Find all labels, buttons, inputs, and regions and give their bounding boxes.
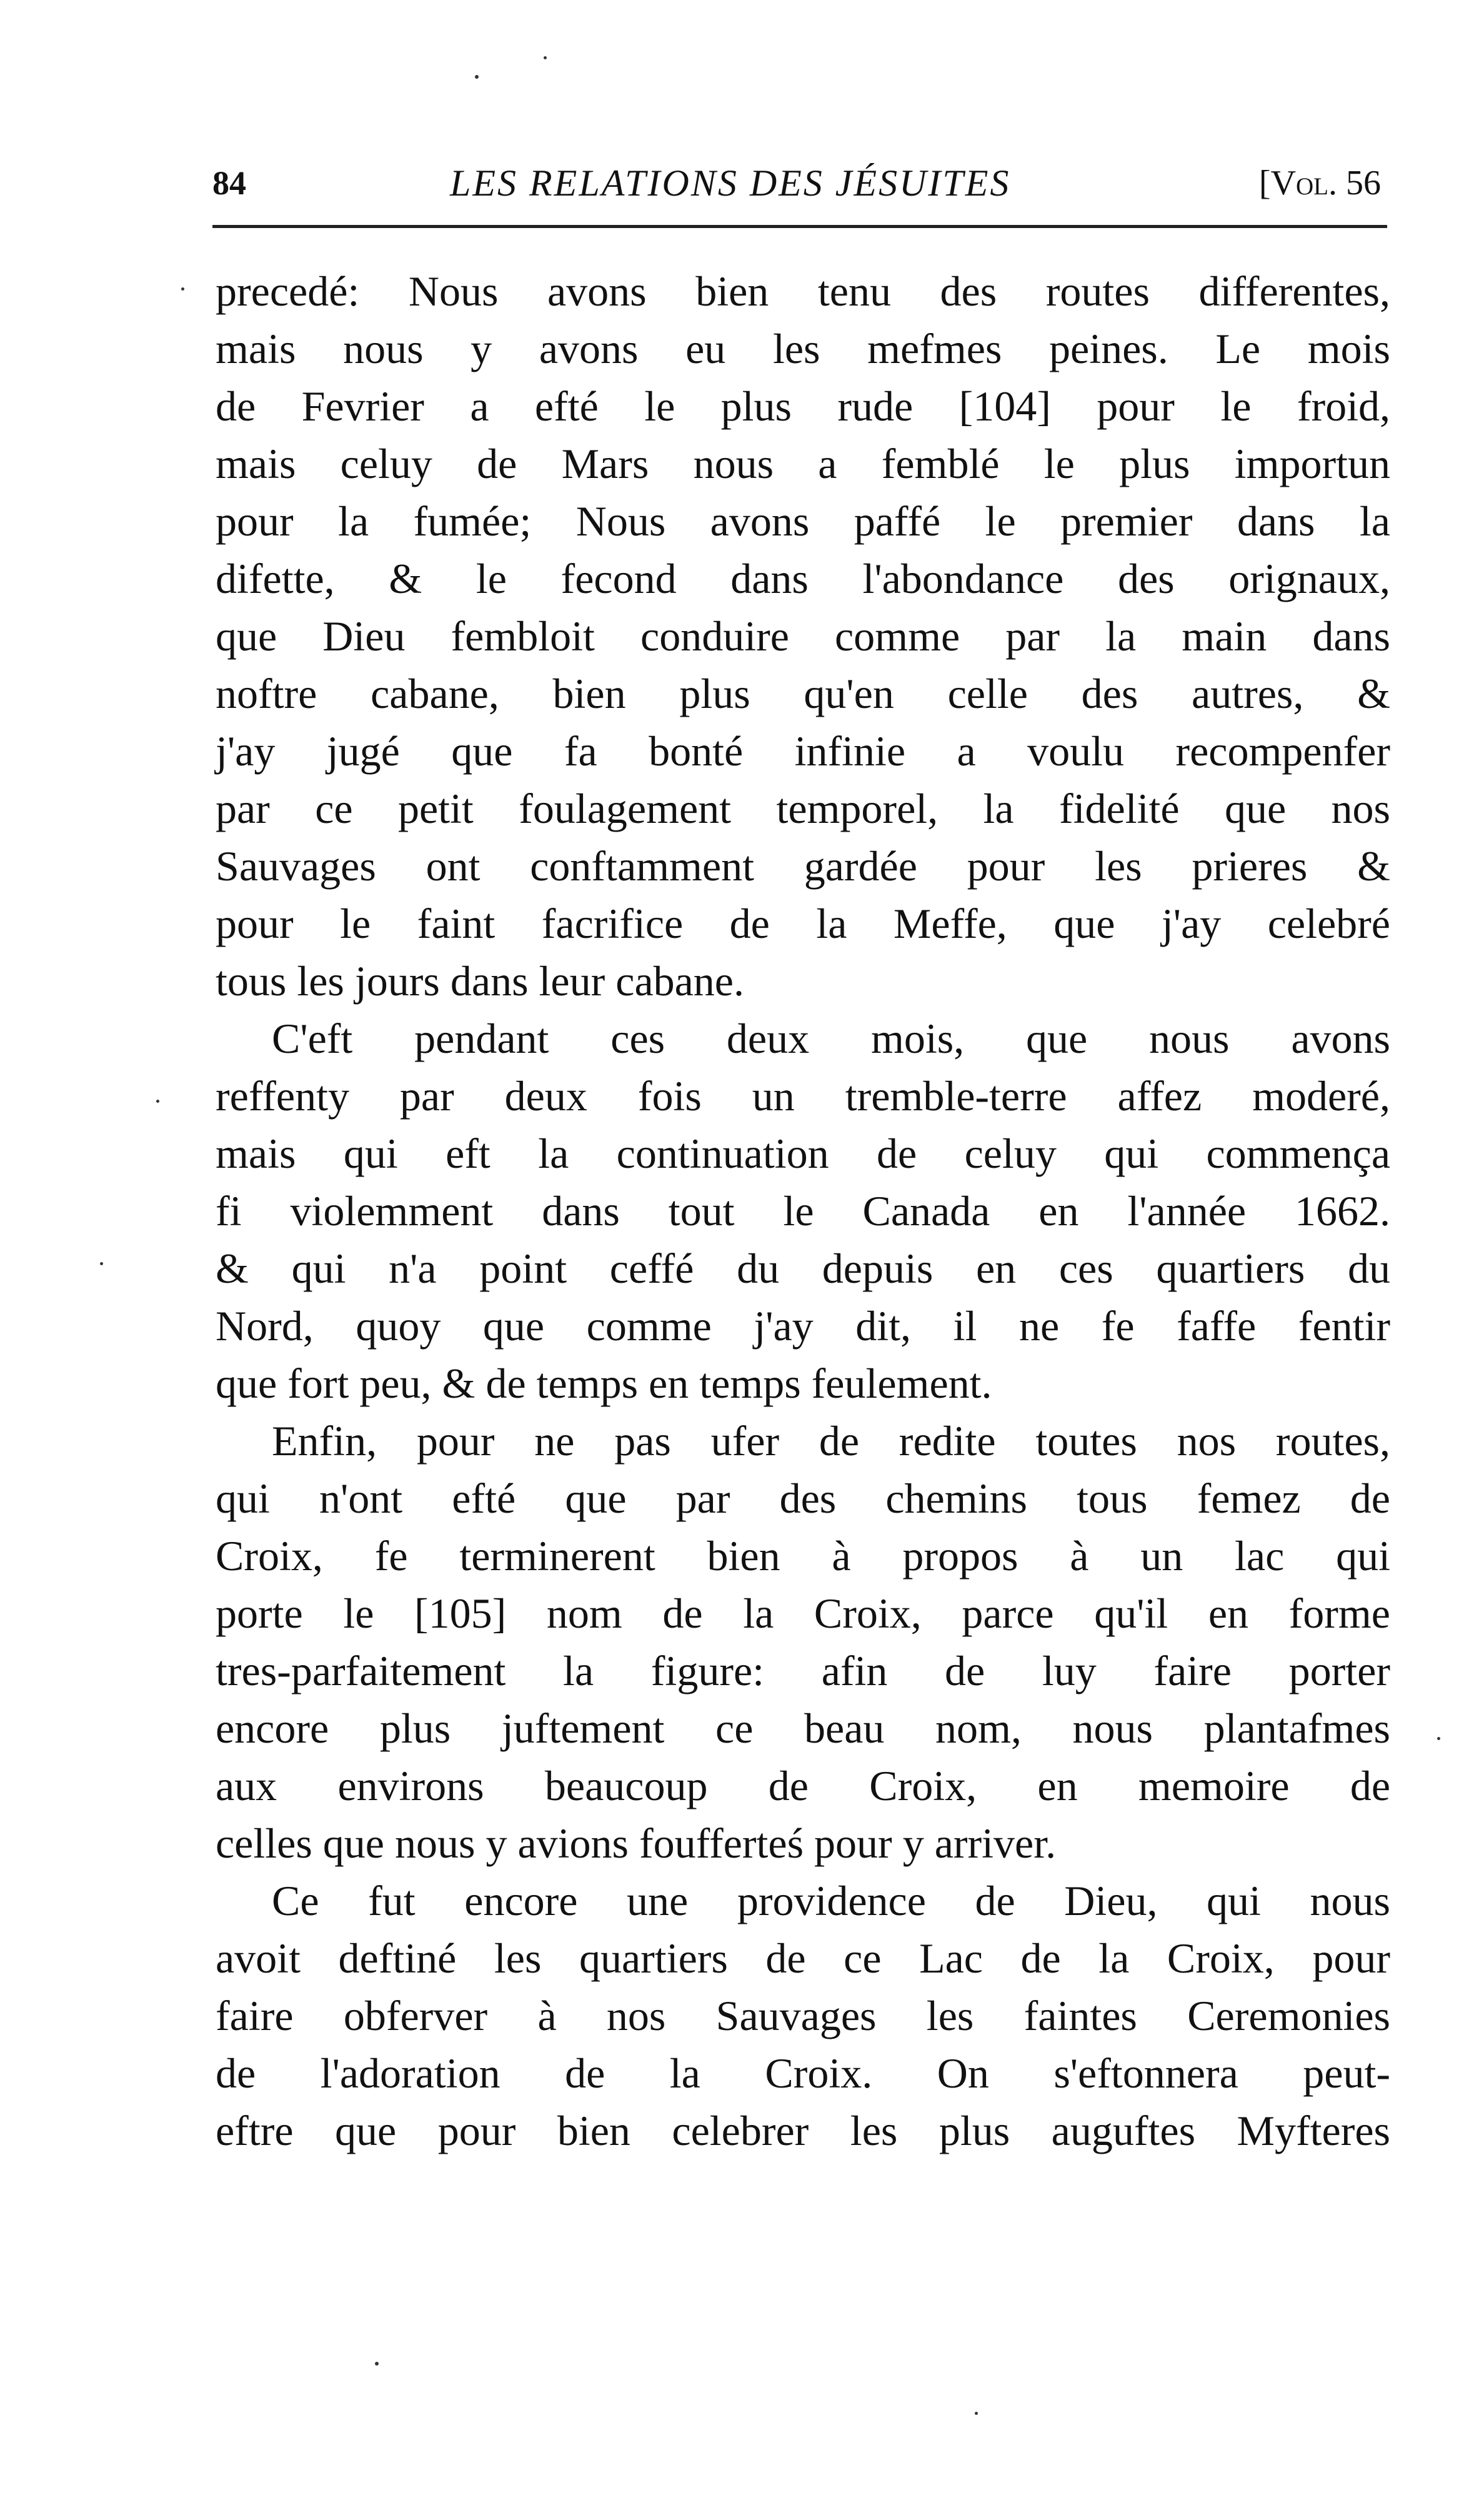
text-line: Ce fut encore une providence de Dieu, qui nous bbox=[272, 1877, 1390, 1924]
body-text bbox=[216, 262, 1390, 2159]
text-line: reffenty par deux fois un tremble-terre affez moderé, bbox=[216, 1072, 1390, 1120]
text-line: & qui n'a point ceffé du depuis en ces quartiers du bbox=[216, 1245, 1390, 1292]
text-line: par ce petit foulagement temporel, la fidelité que nos bbox=[216, 785, 1390, 832]
header-title: LES RELATIONS DES JÉSUITES bbox=[450, 162, 1011, 204]
scan-speck bbox=[544, 56, 547, 59]
text-line: de Fevrier a efté le plus rude [104] pour le froid, bbox=[216, 382, 1390, 430]
text-line: qui n'ont efté que par des chemins tous femez de bbox=[216, 1475, 1390, 1522]
volume-label: [Vol. 56 bbox=[1258, 164, 1381, 202]
text-line: encore plus juftement ce beau nom, nous plantafmes bbox=[216, 1704, 1390, 1752]
scan-speck bbox=[181, 287, 184, 291]
text-line: tous les jours dans leur cabane. bbox=[216, 957, 744, 1005]
text-line: mais celuy de Mars nous a femblé le plus importun bbox=[216, 440, 1390, 487]
text-line: difette, & le fecond dans l'abondance des orignaux, bbox=[216, 555, 1390, 602]
text-line: fi violemment dans tout le Canada en l'année 1662. bbox=[216, 1187, 1390, 1235]
text-line: de l'adoration de la Croix. On s'eftonnera peut- bbox=[216, 2049, 1390, 2097]
text-line: precedé: Nous avons bien tenu des routes differentes, bbox=[216, 267, 1390, 315]
text-line: porte le [105] nom de la Croix, parce qu'il en forme bbox=[216, 1590, 1390, 1637]
header-rule bbox=[212, 225, 1387, 228]
scan-speck bbox=[475, 75, 479, 79]
text-line: noftre cabane, bien plus qu'en celle des autres, & bbox=[216, 670, 1390, 717]
text-line: que fort peu, & de temps en temps feulement. bbox=[216, 1360, 992, 1407]
scan-speck bbox=[100, 1262, 103, 1265]
text-line: eftre que pour bien celebrer les plus auguftes Myfteres bbox=[216, 2107, 1390, 2154]
text-line: j'ay jugé que fa bonté infinie a voulu recompenfer bbox=[216, 727, 1390, 775]
text-line: Sauvages ont conftamment gardée pour les prieres & bbox=[216, 842, 1390, 890]
scan-speck bbox=[975, 2412, 978, 2415]
scan-speck bbox=[1437, 1737, 1440, 1740]
text-line: mais nous y avons eu les mefmes peines. Le mois bbox=[216, 325, 1390, 372]
text-line: pour la fumée; Nous avons paffé le premier dans la bbox=[216, 497, 1390, 545]
text-line: Enfin, pour ne pas ufer de redite toutes nos routes, bbox=[272, 1417, 1390, 1465]
page-number: 84 bbox=[212, 164, 246, 202]
text-line: Nord, quoy que comme j'ay dit, il ne fe faffe fentir bbox=[216, 1302, 1390, 1350]
text-line: mais qui eft la continuation de celuy qui commença bbox=[216, 1130, 1390, 1177]
text-line: Croix, fe terminerent bien à propos à un lac qui bbox=[216, 1532, 1390, 1580]
text-line: aux environs beaucoup de Croix, en memoire de bbox=[216, 1762, 1390, 1809]
text-line: pour le faint facrifice de la Meffe, que j'ay celebré bbox=[216, 900, 1390, 947]
running-header bbox=[212, 155, 1381, 211]
text-line: avoit deftiné les quartiers de ce Lac de la Croix, pour bbox=[216, 1934, 1390, 1982]
text-line: C'eft pendant ces deux mois, que nous avons bbox=[272, 1015, 1390, 1062]
text-line: celles que nous y avions foufferteś pour y arriver. bbox=[216, 1819, 1057, 1867]
text-line: tres-parfaitement la figure: afin de luy faire porter bbox=[216, 1647, 1390, 1694]
text-line: faire obferver à nos Sauvages les faintes Ceremonies bbox=[216, 1992, 1390, 2039]
text-line: que Dieu fembloit conduire comme par la main dans bbox=[216, 612, 1390, 660]
scan-speck bbox=[156, 1100, 159, 1103]
scan-speck bbox=[375, 2362, 379, 2366]
